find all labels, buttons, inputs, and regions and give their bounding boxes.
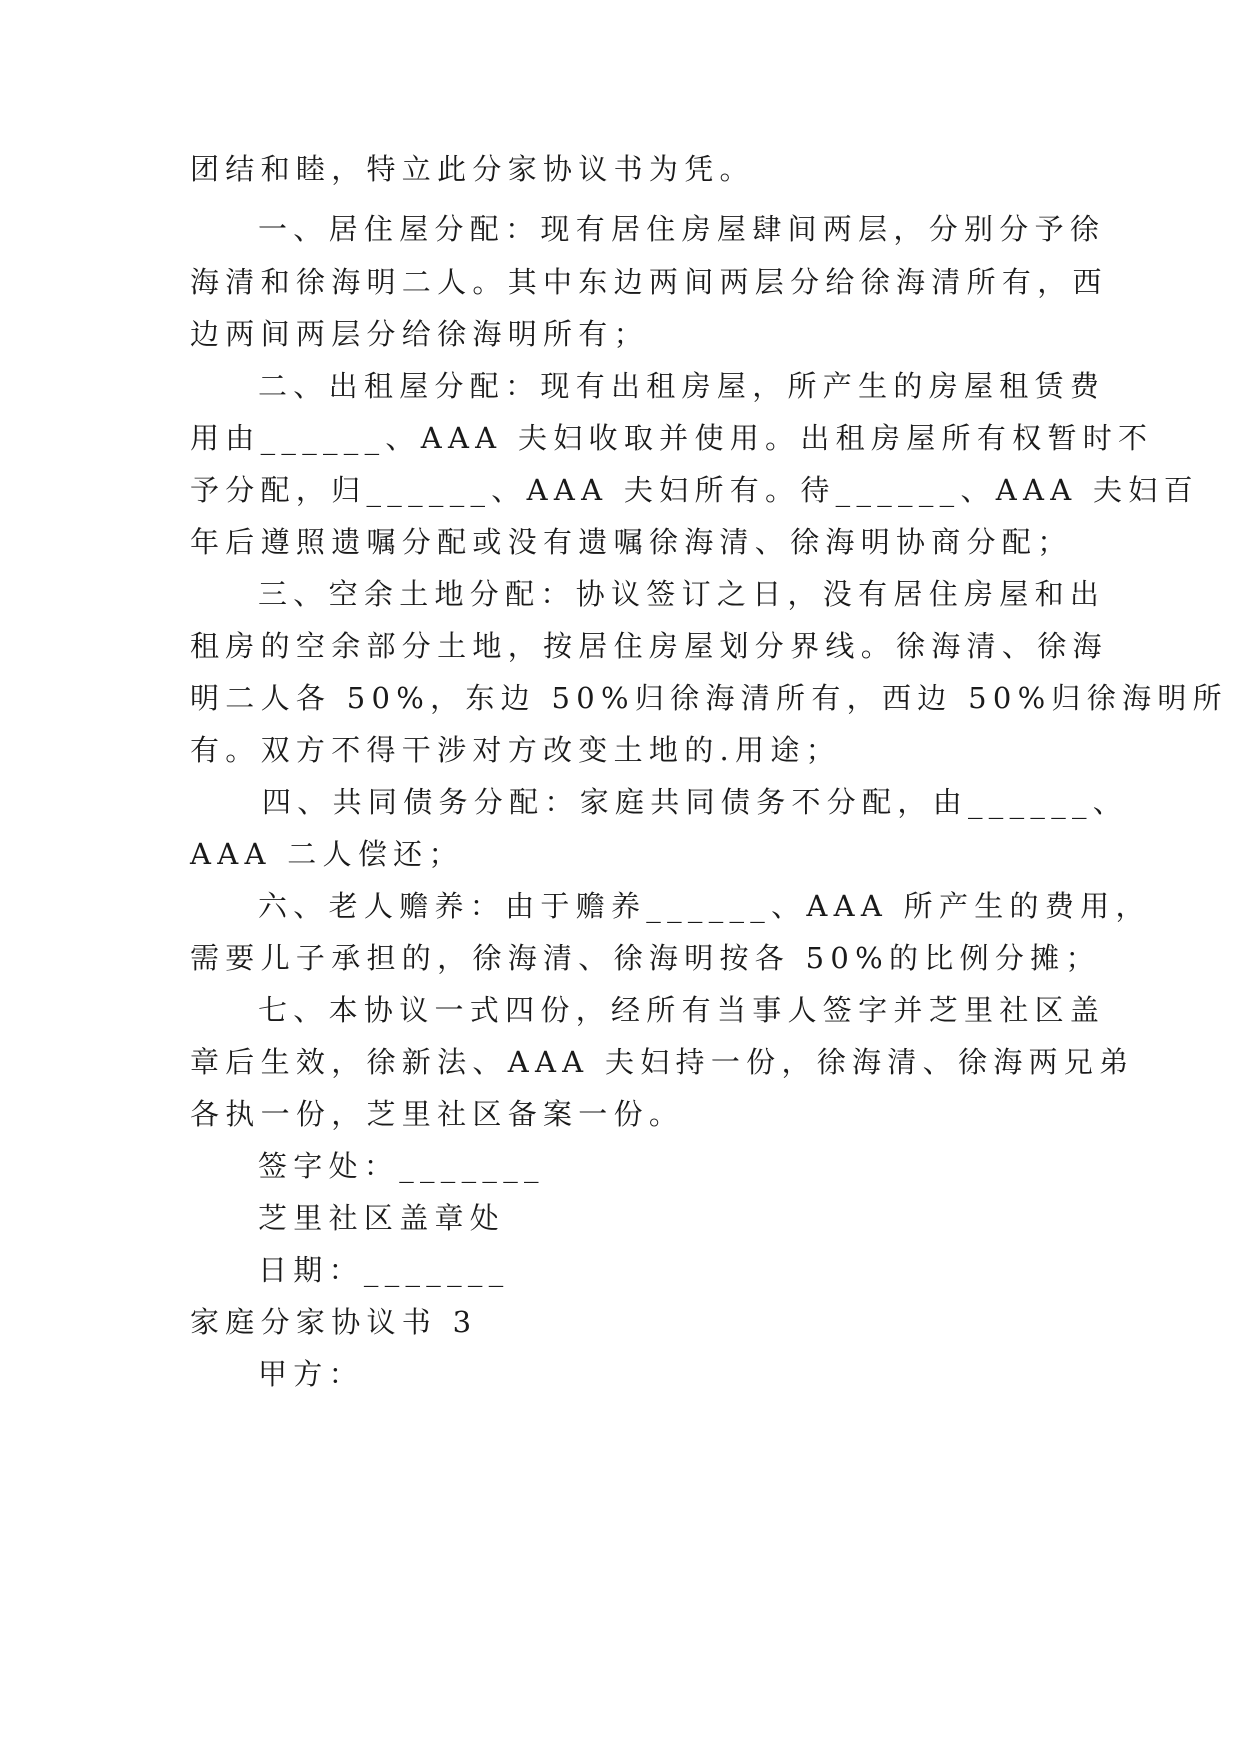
clause-2-line: 用由______、AAA 夫妇收取并使用。出租房屋所有权暂时不	[190, 421, 1154, 455]
clause-4-line: 四、共同债务分配：家庭共同债务不分配，由______、	[262, 785, 1129, 819]
clause-2-line: 予分配，归______、AAA 夫妇所有。待______、AAA 夫妇百	[190, 473, 1199, 507]
party-a-label: 甲方：	[258, 1357, 364, 1391]
clause-3-line: 有。双方不得干涉对方改变土地的.用途；	[190, 733, 841, 767]
clause-2-line: 年后遵照遗嘱分配或没有遗嘱徐海清、徐海明协商分配；	[190, 525, 1073, 559]
clause-1-line: 边两间两层分给徐海明所有；	[190, 317, 649, 351]
stamp-line: 芝里社区盖章处	[258, 1201, 506, 1235]
paragraph-line: 团结和睦，特立此分家协议书为凭。	[190, 152, 755, 186]
clause-1-line: 一、居住屋分配：现有居住房屋肆间两层，分别分予徐	[258, 212, 1106, 246]
clause-6-line: 需要儿子承担的，徐海清、徐海明按各 50%的比例分摊；	[190, 941, 1101, 975]
clause-4-line: AAA 二人偿还；	[190, 837, 464, 871]
date-line: 日期：_______	[258, 1253, 510, 1287]
clause-3-line: 租房的空余部分土地，按居住房屋划分界线。徐海清、徐海	[190, 629, 1108, 663]
clause-3-line: 明二人各 50%，东边 50%归徐海清所有，西边 50%归徐海明所	[190, 681, 1228, 715]
clause-7-line: 章后生效，徐新法、AAA 夫妇持一份，徐海清、徐海两兄弟	[190, 1045, 1135, 1079]
clause-7-line: 各执一份，芝里社区备案一份。	[190, 1097, 685, 1131]
section-heading: 家庭分家协议书 3	[190, 1305, 478, 1339]
clause-3-line: 三、空余土地分配：协议签订之日，没有居住房屋和出	[258, 577, 1106, 611]
signature-line: 签字处：_______	[258, 1149, 545, 1183]
clause-2-line: 二、出租屋分配：现有出租房屋，所产生的房屋租赁费	[258, 369, 1106, 403]
clause-6-line: 六、老人赡养：由于赡养______、AAA 所产生的费用，	[258, 889, 1151, 923]
clause-1-line: 海清和徐海明二人。其中东边两间两层分给徐海清所有，西	[190, 265, 1108, 299]
clause-7-line: 七、本协议一式四份，经所有当事人签字并芝里社区盖	[258, 993, 1106, 1027]
